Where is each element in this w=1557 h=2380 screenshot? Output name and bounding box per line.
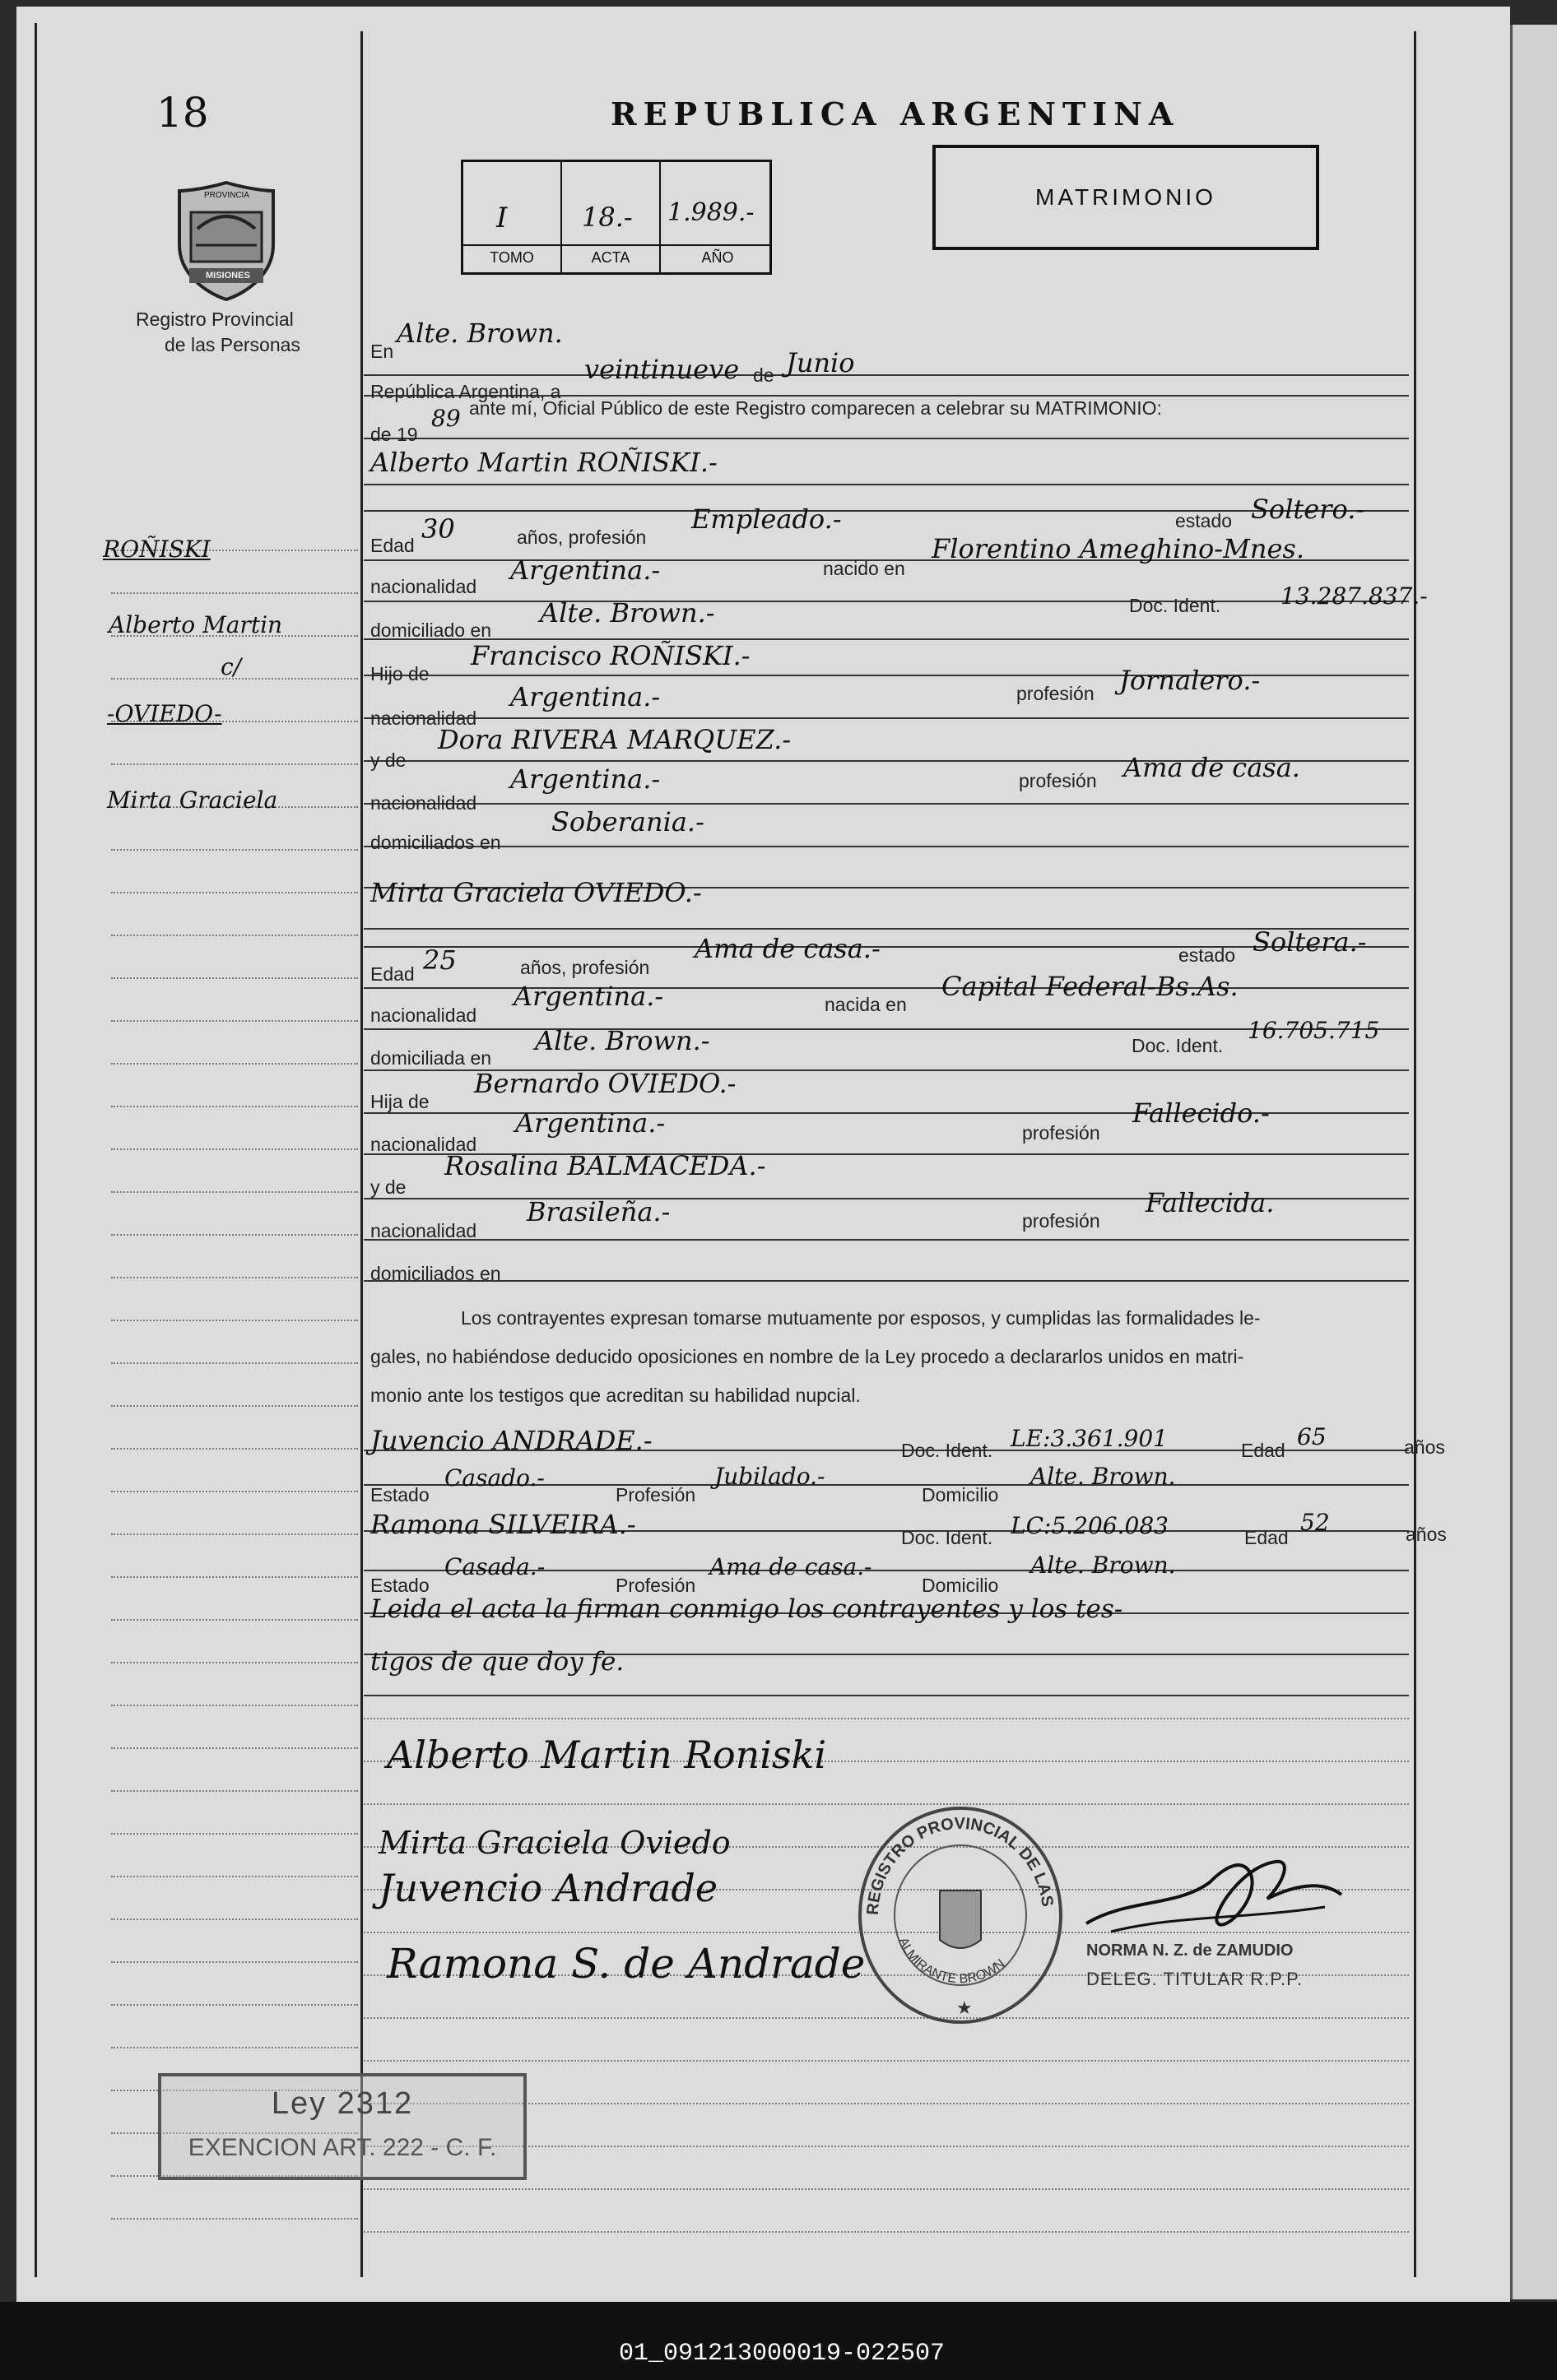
margin-ruled-line [111, 1918, 358, 1920]
closing-line2: tigos de que doy fe. [370, 1647, 625, 1677]
groom-doc: 13.287.837.- [1280, 582, 1428, 610]
margin-ruled-line [111, 1106, 358, 1107]
label-bride-domiciliada: domiciliada en [370, 1047, 492, 1069]
label-groom-nacido-en: nacido en [823, 558, 905, 579]
margin-ruled-line [111, 1063, 358, 1065]
label-groom-estado: estado [1175, 510, 1233, 531]
official-title: DELEG. TITULAR R.P.P. [1086, 1969, 1304, 1989]
registry-name-line2: de las Personas [165, 334, 300, 355]
closing-line1: Leida el acta la firman conmigo los contrayentes y los tes- [370, 1594, 1123, 1624]
label-witness1-estado: Estado [370, 1484, 430, 1505]
form-ruled-line [364, 484, 1409, 485]
tomo-value: I [496, 202, 508, 234]
witness1-profession: Jubilado.- [714, 1463, 825, 1490]
witness1-status: Casado.- [444, 1464, 545, 1492]
marriage-year-suffix: 89 [431, 405, 461, 432]
label-groom-nacionalidad: nacionalidad [370, 576, 477, 597]
margin-ruled-line [111, 1320, 358, 1321]
form-ruled-line [364, 1239, 1409, 1241]
registry-box [461, 160, 772, 275]
marriage-month: Junio [786, 347, 855, 378]
label-groom-father-profesion: profesión [1016, 683, 1095, 704]
margin-ruled-line [111, 1148, 358, 1150]
acta-label: ACTA [591, 249, 630, 266]
page-number: 18 [156, 89, 209, 137]
margin-groom-surname: ROÑISKI [103, 536, 211, 563]
bride-domicile: Alte. Brown.- [535, 1025, 710, 1056]
witness1-doc: LE:3.361.901 [1011, 1425, 1168, 1452]
form-ruled-line [364, 717, 1409, 719]
margin-ruled-line [111, 1790, 358, 1792]
intro-statement: ante mí, Oficial Público de este Registro comparecen a celebrar su MATRIMONIO: [469, 397, 1162, 419]
seal-text: REGISTRO PROVINCIAL DE LAS [863, 1814, 1057, 1916]
label-bride-mother-profesion: profesión [1022, 1210, 1100, 1232]
bride-mother-name: Rosalina BALMACEDA.- [444, 1150, 766, 1181]
margin-ruled-line [111, 892, 358, 893]
law-exemption-stamp [158, 2073, 527, 2180]
margin-ruled-line [111, 1448, 358, 1450]
margin-ruled-line [111, 1362, 358, 1364]
label-groom-domiciliados: domiciliados en [370, 832, 501, 853]
groom-full-name: Alberto Martin ROÑISKI.- [370, 447, 718, 478]
form-ruled-line [364, 1695, 1409, 1696]
groom-birthplace: Florentino Ameghino-Mnes. [932, 533, 1304, 564]
form-ruled-line [364, 1280, 1409, 1282]
form-ruled-line [364, 438, 1409, 439]
margin-ruled-line [111, 1961, 358, 1963]
margin-ruled-line [111, 1747, 358, 1749]
margin-ruled-line [111, 2004, 358, 2006]
bride-mother-profession: Fallecida. [1146, 1187, 1275, 1218]
groom-domicile: Alte. Brown.- [540, 597, 715, 629]
witness2-name: Ramona SILVEIRA.- [370, 1509, 636, 1540]
form-dotted-line [364, 1718, 1409, 1719]
label-groom-hijo-de: Hijo de [370, 663, 430, 684]
label-groom-mother-profesion: profesión [1019, 770, 1097, 791]
margin-connector: c/ [221, 653, 242, 680]
label-bride-mother-nacionalidad: nacionalidad [370, 1220, 477, 1241]
formal-text-line3: monio ante los testigos que acreditan su habilidad nupcial. [370, 1385, 861, 1406]
margin-ruled-line [111, 1491, 358, 1492]
certificate-type-box [932, 145, 1319, 250]
label-republic: República Argentina, a [370, 381, 561, 402]
label-bride-doc: Doc. Ident. [1132, 1035, 1224, 1056]
label-groom-doc: Doc. Ident. [1129, 595, 1221, 616]
margin-ruled-line [111, 1619, 358, 1621]
bride-age: 25 [423, 944, 457, 976]
label-groom-edad: Edad [370, 535, 415, 556]
witness1-name: Juvencio ANDRADE.- [370, 1425, 653, 1456]
witness2-profession: Ama de casa.- [709, 1553, 872, 1580]
label-witness1-domicilio: Domicilio [922, 1484, 999, 1505]
form-ruled-line [364, 803, 1409, 805]
margin-ruled-line [111, 592, 358, 594]
form-dotted-line [364, 2060, 1409, 2062]
groom-father-nationality: Argentina.- [510, 681, 661, 712]
margin-ruled-line [111, 1662, 358, 1663]
label-bride-domiciliados: domiciliados en [370, 1263, 501, 1284]
groom-mother-name: Dora RIVERA MARQUEZ.- [438, 724, 792, 755]
witness2-age: 52 [1300, 1509, 1330, 1536]
official-seal-icon [849, 1800, 1071, 2030]
ano-label: AÑO [701, 249, 734, 266]
bride-father-profession: Fallecido.- [1132, 1097, 1270, 1129]
signature-witness1: Juvencio Andrade [379, 1866, 718, 1910]
label-bride-estado: estado [1178, 944, 1236, 966]
label-witness2-domicilio: Domicilio [922, 1575, 999, 1596]
margin-ruled-line [111, 935, 358, 936]
label-bride-hija-de: Hija de [370, 1091, 430, 1112]
registry-label-rule [463, 244, 769, 246]
margin-ruled-line [111, 1876, 358, 1877]
margin-ruled-line [111, 1533, 358, 1535]
groom-mother-profession: Ama de casa. [1123, 752, 1300, 783]
formal-text-line1: Los contrayentes expresan tomarse mutuamente por esposos, y cumplidas las formalidades le- [461, 1307, 1261, 1329]
label-groom-y-de: y de [370, 749, 407, 771]
groom-nationality: Argentina.- [510, 554, 661, 586]
form-ruled-line [364, 846, 1409, 847]
label-year-prefix: de 19 [370, 424, 418, 445]
bride-full-name: Mirta Graciela OVIEDO.- [370, 877, 702, 908]
label-groom-father-nacionalidad: nacionalidad [370, 708, 477, 729]
label-bride-y-de: y de [370, 1176, 407, 1198]
label-witness1-profesion: Profesión [616, 1484, 696, 1505]
label-witness1-doc: Doc. Ident. [901, 1440, 993, 1461]
label-witness1-edad: Edad [1241, 1440, 1285, 1461]
marriage-day: veintinueve [584, 354, 740, 385]
bride-mother-nationality: Brasileña.- [527, 1196, 671, 1227]
bride-father-name: Bernardo OVIEDO.- [474, 1068, 737, 1099]
label-bride-nacionalidad: nacionalidad [370, 1004, 477, 1026]
margin-column-rule [360, 31, 363, 2277]
groom-father-name: Francisco ROÑISKI.- [471, 640, 751, 671]
official-signature-scribble [1078, 1849, 1350, 1948]
label-bride-anos-profesion: años, profesión [520, 957, 650, 978]
signature-scribble-icon [1078, 1849, 1350, 1948]
label-witness2-edad: Edad [1244, 1527, 1289, 1548]
margin-ruled-line [111, 1234, 358, 1236]
label-de: de [753, 364, 774, 386]
label-witness2-profesion: Profesión [616, 1575, 696, 1596]
margin-bride-surname: -OVIEDO- [107, 700, 222, 727]
label-en: En [370, 341, 394, 362]
bride-doc: 16.705.715 [1248, 1017, 1380, 1044]
label-witness2-anos: años [1406, 1524, 1447, 1545]
svg-text:★: ★ [956, 1997, 973, 2018]
form-ruled-line [364, 601, 1409, 602]
witness2-domicile: Alte. Brown. [1030, 1552, 1176, 1579]
tomo-label: TOMO [490, 249, 534, 266]
label-witness2-estado: Estado [370, 1575, 430, 1596]
acta-value: 18.- [582, 202, 633, 233]
signature-witness2: Ramona S. de Andrade [387, 1940, 866, 1988]
binding-strip [1510, 25, 1557, 2299]
margin-bride-names: Mirta Graciela [107, 786, 278, 814]
document-page [16, 7, 1510, 2302]
margin-ruled-line [111, 1405, 358, 1407]
form-dotted-line [364, 2188, 1409, 2190]
bride-father-nationality: Argentina.- [515, 1107, 666, 1139]
margin-ruled-line [111, 1191, 358, 1193]
label-groom-anos-profesion: años, profesión [517, 527, 647, 548]
marriage-place: Alte. Brown. [397, 318, 563, 349]
registry-name-line1: Registro Provincial [136, 309, 294, 330]
witness2-doc: LC:5.206.083 [1011, 1512, 1169, 1539]
margin-ruled-line [111, 849, 358, 851]
province-emblem [173, 179, 280, 303]
label-bride-edad: Edad [370, 963, 415, 985]
groom-mother-nationality: Argentina.- [510, 763, 661, 795]
label-bride-father-nacionalidad: nacionalidad [370, 1134, 477, 1155]
bride-birthplace: Capital Federal-Bs.As. [941, 971, 1239, 1002]
label-witness1-anos: años [1404, 1436, 1445, 1458]
label-witness2-doc: Doc. Ident. [901, 1527, 993, 1548]
formal-text-line2: gales, no habiéndose deducido oposiciones en nombre de la Ley procedo a declararlos unidos en matri- [370, 1346, 1244, 1367]
margin-ruled-line [111, 1277, 358, 1278]
signature-groom: Alberto Martin Roniski [387, 1733, 827, 1777]
label-bride-nacida-en: nacida en [825, 994, 907, 1015]
groom-profession: Empleado.- [691, 503, 842, 535]
witness2-status: Casada.- [444, 1553, 546, 1580]
witness1-age: 65 [1297, 1423, 1327, 1450]
right-frame-rule [1414, 31, 1416, 2277]
footer-document-id: 01_091213000019-022507 [618, 2340, 946, 2368]
seal-bottom-text: ALMIRANTE BROWN [895, 1935, 1008, 1987]
witness1-domicile: Alte. Brown. [1030, 1463, 1176, 1490]
ano-value: 1.989.- [667, 198, 755, 227]
margin-ruled-line [111, 977, 358, 979]
margin-ruled-line [111, 1705, 358, 1706]
margin-ruled-line [111, 2047, 358, 2048]
margin-left-rule [35, 23, 37, 2277]
bride-profession: Ama de casa.- [695, 933, 881, 964]
margin-ruled-line [111, 2218, 358, 2220]
margin-ruled-line [111, 1020, 358, 1022]
emblem-bottom-text: MISIONES [206, 271, 250, 281]
bride-civil-status: Soltera.- [1253, 926, 1367, 958]
groom-father-profession: Jornalero.- [1119, 665, 1261, 696]
label-bride-father-profesion: profesión [1022, 1122, 1100, 1144]
official-name: NORMA N. Z. de ZAMUDIO [1086, 1942, 1294, 1960]
emblem-top-text: PROVINCIA [204, 191, 250, 200]
document-title: REPUBLICA ARGENTINA [611, 95, 1180, 132]
certificate-type: MATRIMONIO [1035, 184, 1216, 210]
margin-ruled-line [111, 1576, 358, 1578]
form-ruled-line [364, 374, 1409, 376]
signature-bride: Mirta Graciela Oviedo [379, 1825, 731, 1861]
form-dotted-line [364, 2231, 1409, 2233]
round-official-stamp [849, 1800, 1071, 2030]
margin-ruled-line [111, 763, 358, 765]
groom-age: 30 [421, 513, 455, 545]
groom-parents-domicile: Soberania.- [551, 806, 704, 837]
margin-ruled-line [111, 1833, 358, 1835]
bride-nationality: Argentina.- [514, 981, 664, 1012]
label-groom-domiciliado: domiciliado en [370, 619, 492, 641]
groom-civil-status: Soltero.- [1251, 494, 1365, 525]
label-groom-mother-nacionalidad: nacionalidad [370, 792, 477, 814]
law-stamp-line2: EXENCION ART. 222 - C. F. [188, 2134, 497, 2161]
law-stamp-line1: Ley 2312 [271, 2086, 414, 2121]
margin-groom-names: Alberto Martin [109, 611, 283, 638]
